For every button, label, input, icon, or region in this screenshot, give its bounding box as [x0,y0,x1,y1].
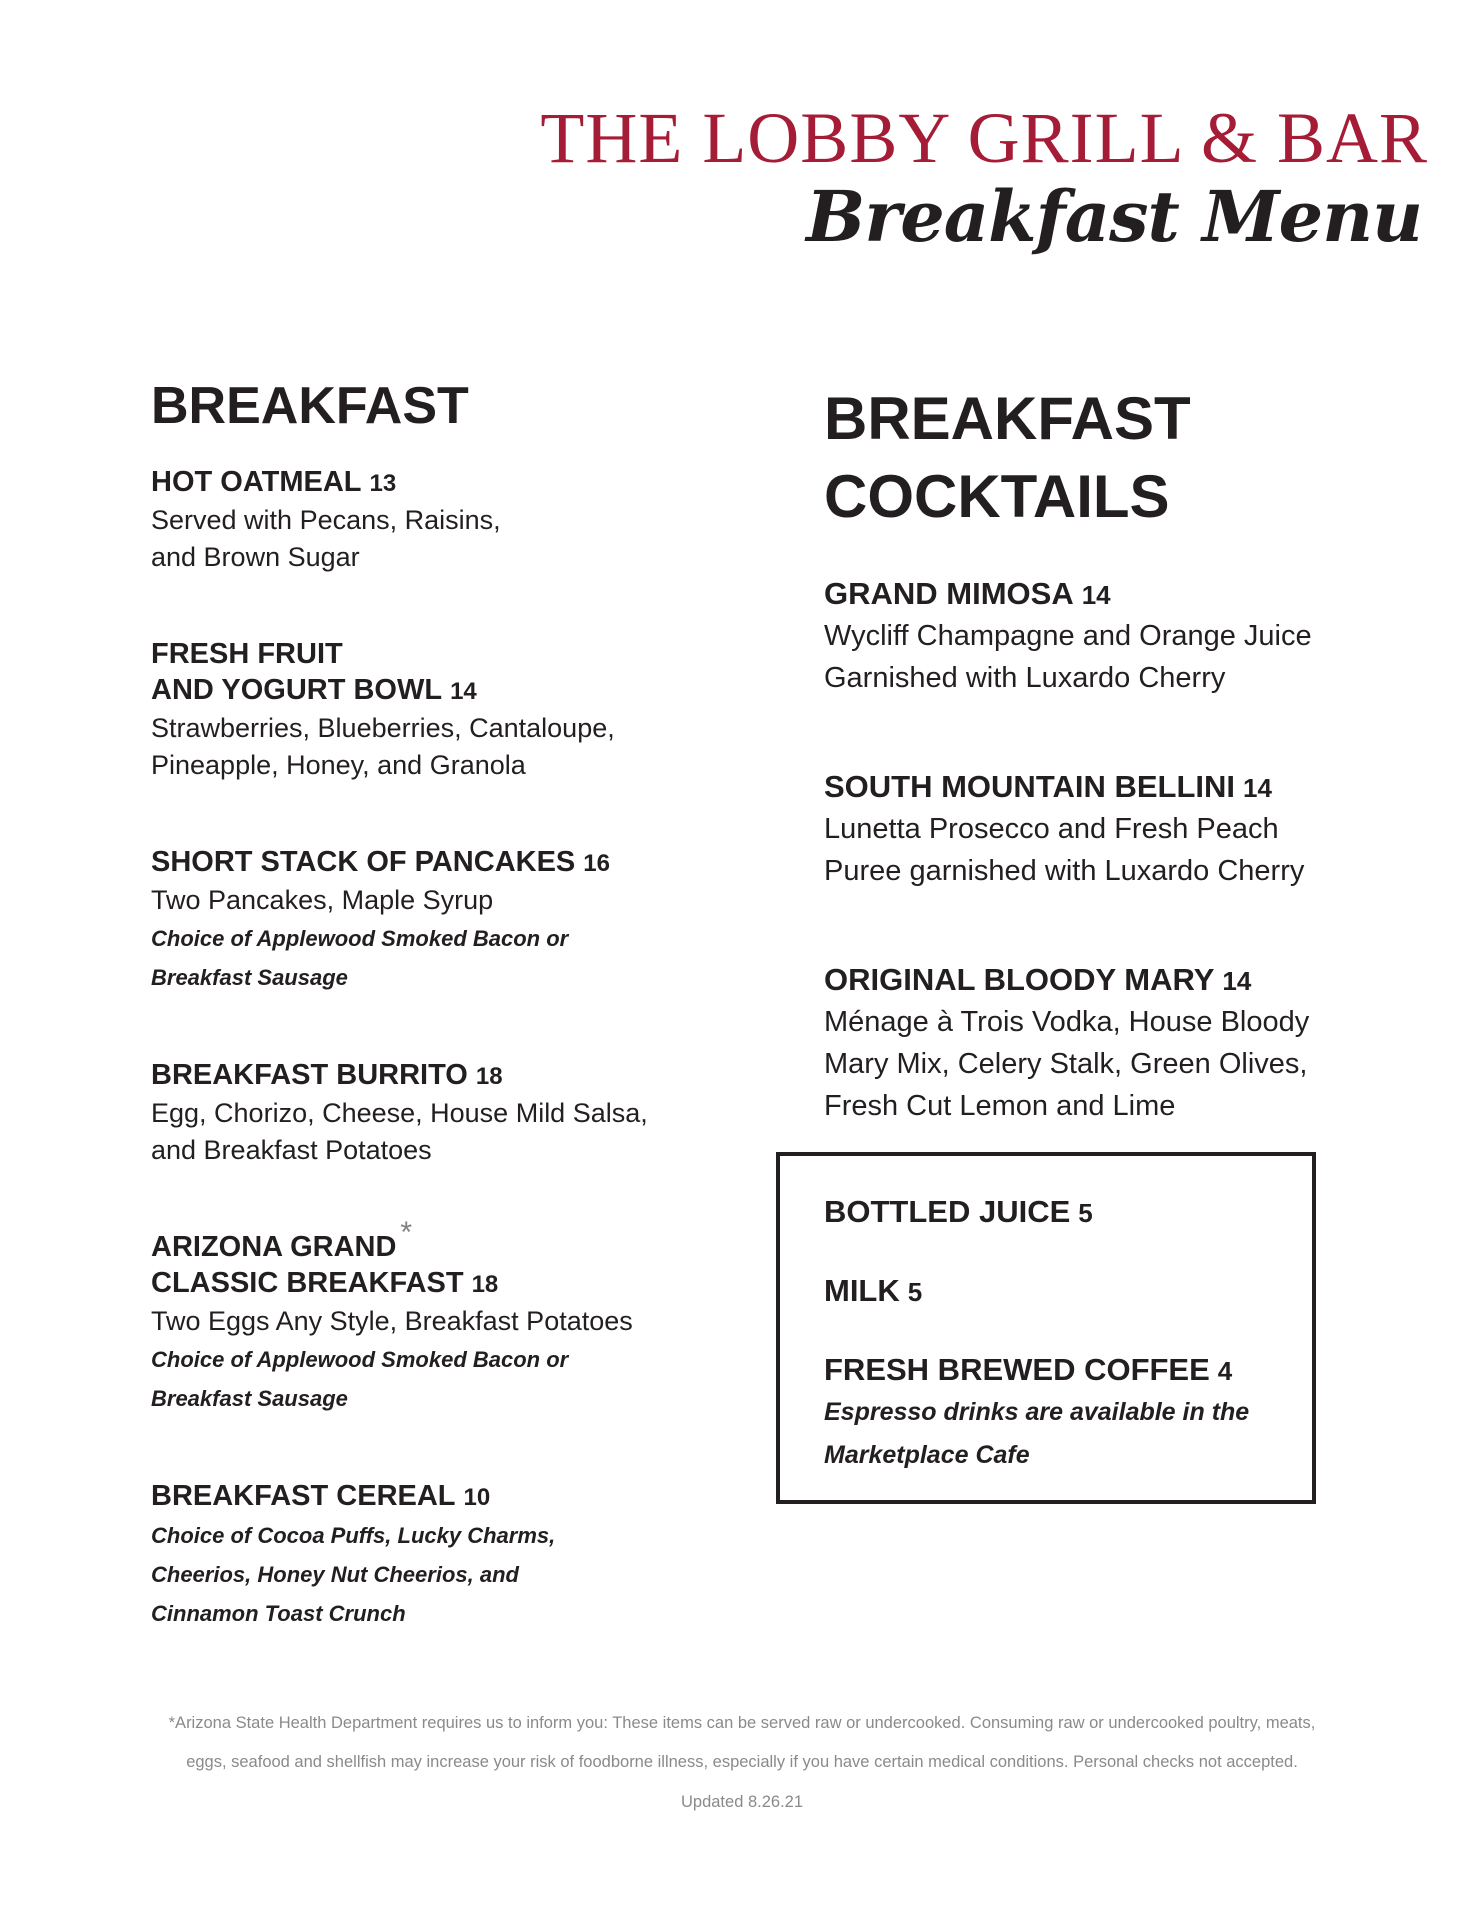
item-price: 14 [450,678,477,705]
item-note: Breakfast Sausage [151,1386,348,1411]
item-name: FRESH FRUIT [151,638,343,670]
cocktails-heading [824,380,1384,536]
item-note: Cinnamon Toast Crunch [151,1601,406,1626]
item-note: Espresso drinks are available in the [824,1398,1250,1426]
menu-item-cereal [151,1478,711,1633]
item-note: Cheerios, Honey Nut Cheerios, and [151,1562,519,1587]
item-price: 14 [1243,773,1272,803]
item-price: 10 [463,1484,491,1511]
item-description: Two Pancakes, Maple Syrup [151,885,494,915]
item-note: Marketplace Cafe [824,1441,1030,1469]
item-price: 18 [471,1271,499,1298]
item-name: ORIGINAL BLOODY MARY [824,962,1215,997]
item-price: 4 [1217,1356,1233,1386]
item-description: Egg, Chorizo, Cheese, House Mild Salsa, [151,1098,648,1128]
menu-item-fruit-yogurt-bowl [151,636,711,784]
item-price: 5 [907,1277,923,1307]
item-description: Served with Pecans, Raisins, [151,505,501,535]
menu-item-bloody-mary [824,960,1384,1127]
beverages-box [776,1152,1316,1504]
item-description: Fresh Cut Lemon and Lime [824,1090,1176,1122]
item-price: 13 [369,470,397,497]
item-name: MILK [824,1273,900,1308]
item-description: Pineapple, Honey, and Granola [151,750,526,780]
item-description: Mary Mix, Celery Stalk, Green Olives, [824,1048,1308,1080]
breakfast-section [151,377,711,1677]
health-disclaimer [0,1704,1484,1822]
item-name: BREAKFAST BURRITO [151,1059,468,1091]
disclaimer-line: *Arizona State Health Department requires us to inform you: These items can be served raw or undercooked. Consuming raw or undercooked poultry, meats, [168,1714,1316,1732]
restaurant-name: THE LOBBY GRILL & BAR [540,98,1428,178]
item-price: 18 [475,1063,503,1090]
item-price: 14 [1222,966,1252,996]
item-name: ARIZONA GRAND [151,1231,397,1263]
item-name: AND YOGURT BOWL [151,674,443,706]
beverage-milk [824,1271,1312,1312]
item-name: HOT OATMEAL [151,466,362,498]
item-price: 14 [1081,580,1111,610]
menu-subtitle: Breakfast Menu [806,175,1422,258]
item-name: SHORT STACK OF PANCAKES [151,846,576,878]
item-note: Choice of Cocoa Puffs, Lucky Charms, [151,1523,556,1548]
item-note: Choice of Applewood Smoked Bacon or [151,1347,569,1372]
item-name: FRESH BREWED COFFEE [824,1352,1210,1387]
item-description: and Brown Sugar [151,542,360,572]
item-description: Strawberries, Blueberries, Cantaloupe, [151,713,615,743]
item-note: Choice of Applewood Smoked Bacon or [151,926,569,951]
raw-warning-asterisk: * [400,1216,413,1249]
menu-item-hot-oatmeal [151,464,711,576]
menu-item-pancakes [151,844,711,997]
beverage-bottled-juice [824,1192,1312,1233]
item-description: Wycliff Champagne and Orange Juice [824,620,1312,652]
item-description: and Breakfast Potatoes [151,1135,432,1165]
cocktails-heading-line: COCKTAILS [824,463,1170,530]
item-description: Ménage à Trois Vodka, House Bloody [824,1006,1310,1038]
item-name: BOTTLED JUICE [824,1194,1071,1229]
beverage-coffee [824,1350,1312,1477]
item-price: 16 [583,850,610,877]
item-description: Lunetta Prosecco and Fresh Peach [824,813,1279,845]
menu-item-mimosa [824,574,1384,699]
item-name: GRAND MIMOSA [824,576,1074,611]
item-price: 5 [1078,1198,1093,1228]
item-name: SOUTH MOUNTAIN BELLINI [824,769,1236,804]
menu-item-burrito [151,1057,711,1169]
breakfast-heading: BREAKFAST [151,377,469,435]
item-note: Breakfast Sausage [151,965,348,990]
item-description: Garnished with Luxardo Cherry [824,662,1226,694]
updated-date: Updated 8.26.21 [680,1793,804,1811]
item-name: BREAKFAST CEREAL [151,1480,456,1512]
item-description: Puree garnished with Luxardo Cherry [824,855,1305,887]
item-name: CLASSIC BREAKFAST [151,1267,464,1299]
cocktails-section [824,380,1384,1183]
restaurant-branding [540,98,1428,258]
cocktails-heading-line: BREAKFAST [824,385,1191,452]
item-description: Two Eggs Any Style, Breakfast Potatoes [151,1306,633,1336]
menu-item-classic-breakfast [151,1216,711,1418]
menu-item-bellini [824,767,1384,892]
disclaimer-line: eggs, seafood and shellfish may increase your risk of foodborne illness, especially if you have certain medical conditions. Personal checks not accepted. [186,1753,1298,1771]
